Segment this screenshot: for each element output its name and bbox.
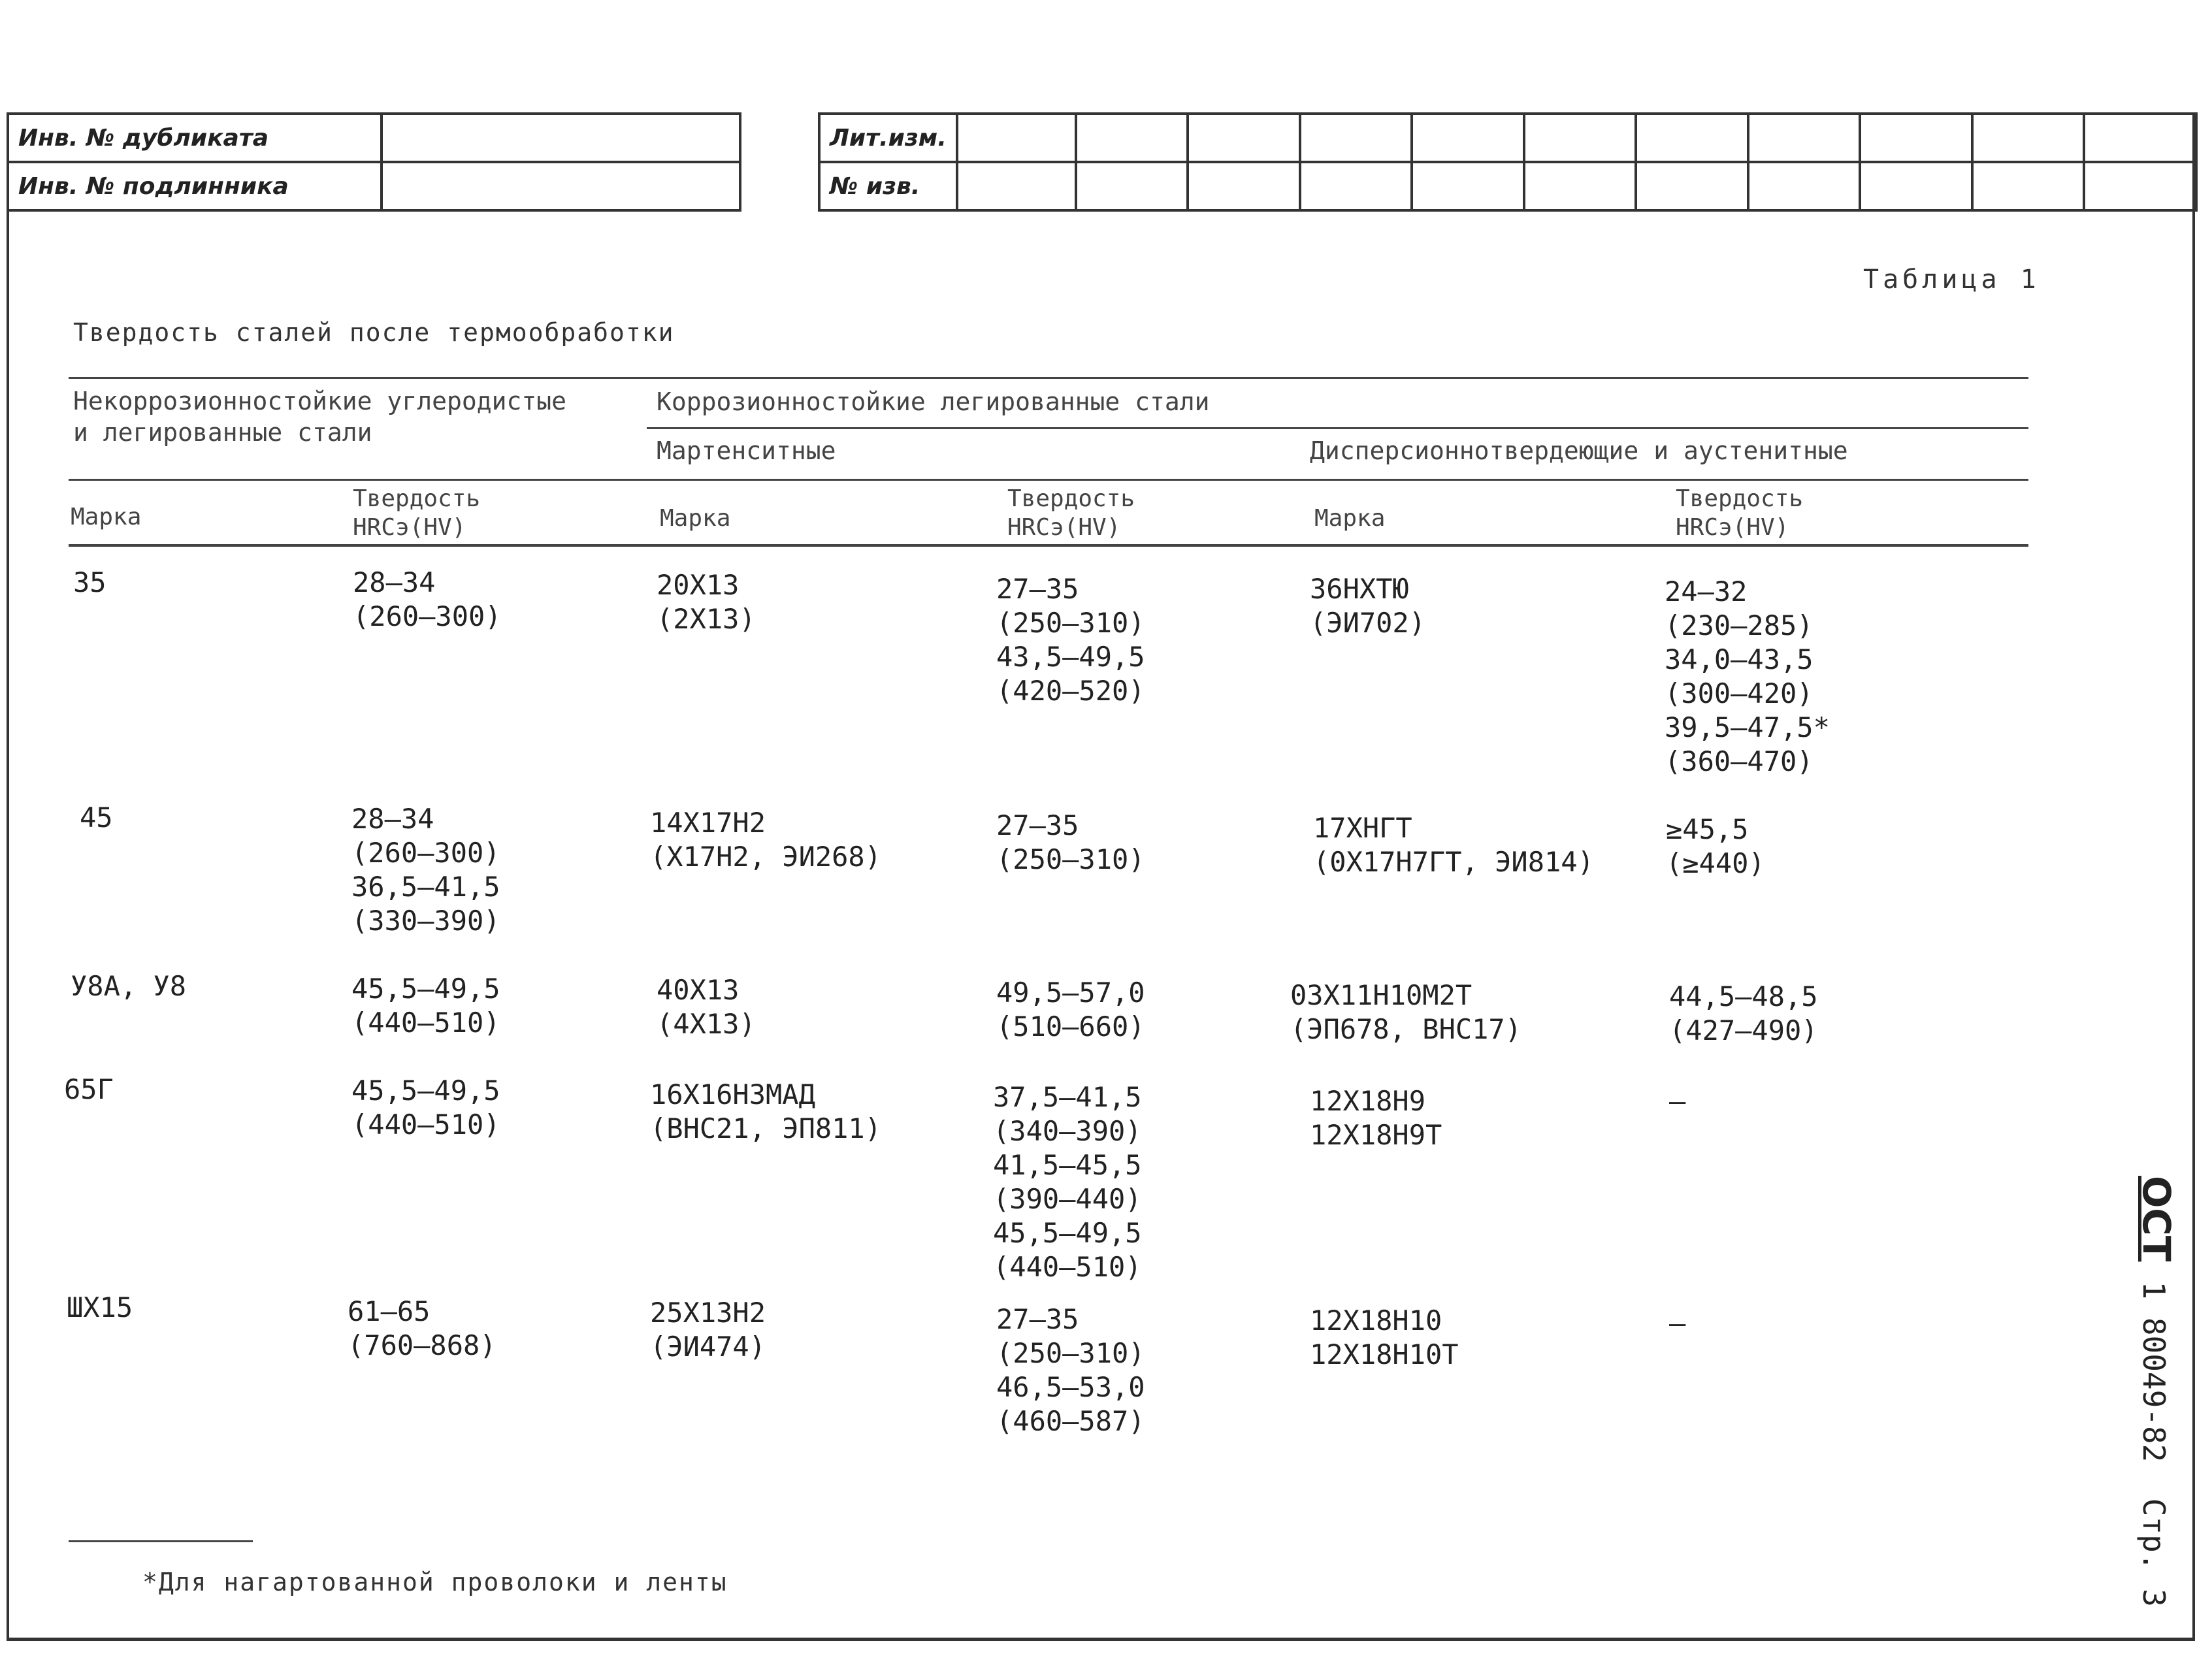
document-code [2134,1176,2192,1607]
table-cell: 20Х13 (2Х13) [657,569,756,635]
table-cell: 17ХНГТ (0Х17Н7ГТ, ЭИ814) [1313,812,1594,878]
table-cell: 27–35 (250–310) 46,5–53,0 (460–587) [996,1303,1145,1437]
original-label: Инв. № подлинника [8,162,382,210]
rule-group [647,427,2028,429]
table-title: Твердость сталей после термообработки [73,318,675,347]
table-cell: 40Х13 (4Х13) [657,974,756,1040]
table-cell: 28–34 (260–300) [353,566,502,632]
table-cell: 45,5–49,5 (440–510) [351,1075,500,1141]
footnote-rule [69,1540,253,1542]
table-cell: 28–34 (260–300) 36,5–41,5 (330–390) [351,803,500,937]
table-number: Таблица 1 [1863,265,2040,295]
col-header-hardness-3: Твердость HRCэ(HV) [1676,485,1804,541]
duplicate-label: Инв. № дубликата [8,114,382,162]
rule-top [69,377,2028,379]
document-number: 1 80049-82 [2136,1281,2171,1463]
table-cell: 27–35 (250–310) [996,809,1145,875]
table-cell: ≥45,5 (≥440) [1666,813,1765,879]
col-header-mark-3: Марка [1314,505,1386,532]
table-cell: 24–32 (230–285) 34,0–43,5 (300–420) 39,5–47,5* (360–470) [1665,575,1830,777]
group-dispersion-header: Дисперсионнотвердеющие и аустенитные [1310,436,1848,465]
table-cell: 16Х16Н3МАД (ВНС21, ЭП811) [650,1078,882,1144]
rule-subgroup [69,479,2028,481]
rule-header-bottom [69,544,2028,547]
table-cell: 25Х13Н2 (ЭИ474) [650,1297,766,1363]
table-cell: 35 [73,566,106,598]
table-cell: – [1669,1307,1686,1339]
original-value [382,162,740,210]
table-cell: 49,5–57,0 (510–660) [996,977,1145,1043]
table-cell: 44,5–48,5 (427–490) [1669,980,1818,1046]
table-cell: ШХ15 [67,1291,133,1323]
table-cell: У8А, У8 [71,970,187,1002]
group-corrosion-header: Коррозионностойкие легированные стали [657,387,1210,416]
lit-label: Лит.изм. [819,114,957,162]
ost-mark: ОСТ [2134,1176,2179,1262]
table-cell: 14Х17Н2 (Х17Н2, ЭИ268) [650,807,882,873]
table-cell: 65Г [64,1073,114,1105]
table-cell: 03Х11Н10М2Т (ЭП678, ВНС17) [1290,979,1522,1045]
col-header-hardness-1: Твердость HRCэ(HV) [353,485,481,541]
group-noncorrosion-header: Некоррозионностойкие углеродистые и легированные стали [73,387,566,447]
table-cell: 45 [80,801,113,834]
inventory-stamp [7,112,741,212]
change-label: № изв. [819,162,957,210]
table-cell: 36НХТЮ (ЭИ702) [1310,573,1426,639]
group-martensitic-header: Мартенситные [657,436,836,465]
table-cell: 37,5–41,5 (340–390) 41,5–45,5 (390–440) 45,5–49,5 (440–510) [993,1081,1142,1283]
table-cell: 45,5–49,5 (440–510) [351,973,500,1039]
col-header-mark-1: Марка [71,504,142,530]
table-cell: 12Х18Н9 12Х18Н9Т [1310,1085,1442,1151]
col-header-mark-2: Марка [660,505,731,532]
table-cell: 27–35 (250–310) 43,5–49,5 (420–520) [996,573,1145,707]
table-cell: 61–65 (760–868) [348,1295,496,1361]
footnote: *Для нагартованной проволоки и ленты [142,1568,728,1596]
duplicate-value [382,114,740,162]
change-stamp [818,112,2198,212]
col-header-hardness-2: Твердость HRCэ(HV) [1007,485,1135,541]
page-number: Стр. 3 [2136,1498,2171,1607]
table-cell: 12Х18Н10 12Х18Н10Т [1310,1304,1459,1370]
table-cell: – [1669,1085,1686,1117]
